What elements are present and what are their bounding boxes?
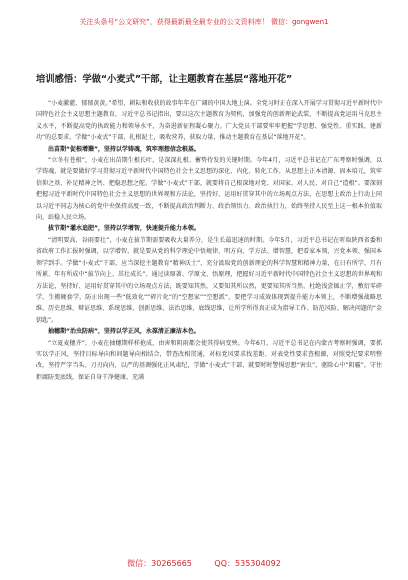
section-heading: 抽穗期“治虫防病”，坚持以学正风，永葆清正廉洁本色。 bbox=[48, 328, 200, 336]
qq-contact: QQ：535304092 bbox=[214, 559, 281, 568]
article-title: 培训感悟：学做“小麦式”干部，让主题教育在基层“落地开花” bbox=[36, 74, 293, 85]
body-paragraph: “小麦激灌，郁郁黄黄。”希望、耕耘和收获的故事年年在广阔的中国大地上演。全党习时正在深入开展学习贯彻习近平新时代中国特色社会主义思想主题教育，习近平总书记指出，要以这次主题教育为契机，加强党的创新理论武装，不断提高党运用马克思主义水平，不断提高党的执政能力和领导水平，为奋进新征程凝心聚力。广大党员干部要牢牢把握“学思想、强党性、重实践、建新功”的总要求，学做“小麦式”干部，扎根泥土，吸收营养，获取力量，推动主题教育在基层“落地开花”。 bbox=[36, 100, 382, 142]
contact-footer bbox=[0, 559, 408, 569]
wechat-contact: 微信：30265665 bbox=[127, 559, 192, 568]
body-paragraph: “立夏麦穗齐”，小麦在抽穗期样样抢成，由害和阴雨都会使其得病变殃。今年6月，习近平总书记在内蒙古考察时强调，要抓实以学正风，坚持目标导向和问题导向相结合，带查改相贯通，对标党风要求找差距、对表党性要求查根源，对照党纪要求明整改，坚持严字当头、刀刃向内，以严的基调强化正风肃纪，学做“小麦式”干部，就要时时警惕思想“害虫”，驱除心中“阴霾”，守住拒腐防变底线，保证自身干净健康、充满 bbox=[36, 339, 382, 381]
body-paragraph: “立冬有苍根”，小麦在出苗期生根长叶，是深深扎根、蓄势待发的关键时期。今年4月，习近平总书记在广东考察时强调，以学铸魂，就是要做好学习贯彻习近平新时代中国特色社会主义思想的深化、内化、转化工作，从思想上正本清源、固本培元，筑牢信仰之基、补足精神之钙、把稳思想之舵。学做“小麦式”干部，就要将自己根深地对党、对国家、对人民、对自己“造根”。要深刻把握习近平新时代中国特色社会主义思想的世界观和方法论，坚持好、运用好贯穿其中的立场观点方法，在思想上政治上行动上同以习近平同志为核心的党中央保持高度一致，不断提高政治判断力、政治领悟力、政治执行力，始终坚持人民至上这一根本价值取向，站稳人民立场。 bbox=[36, 157, 382, 222]
top-banner: 关注头条号“公文研究”，获得最新最全最专业的公文资料库！ 微信：gongwen1 bbox=[79, 18, 329, 26]
article-body bbox=[36, 98, 382, 383]
section-heading: 拔节期“灌水追肥”，坚持以学增智，快速提升能力本领。 bbox=[48, 225, 200, 233]
section-heading: 出苗期“促根增蘖”，坚持以学铸魂，筑牢理想信念根基。 bbox=[48, 145, 200, 153]
body-paragraph: “清明要高，谷雨要壮”，小麦在拔节期需要吸收大量养分，是生长最迅速的时期。今年5月，习近平总书记在听取陕西省委和省政府工作汇报时强调，以学增智，就是要从党的科学理论中悟规律，明方向、学方法、增智慧，把看家本领、兴党本领、强国本领学到手。学做“小麦式”干部，应当深挖主题教育“精神沃土”，充分汲取党的创新理论的科学智慧和精神力量，在日有所学、月有所累、年有所成中“拔节向上、茁壮成长”。通过读原著、学原文、悟原理，把握好习近平新时代中国特色社会主义思想的世界观和方法论，坚持好、运用好贯穿其中的立场观点方法，既要知其然，又要知其所以然，更要知其所当然，杜绝浅尝辄止学，敷衍零碎学，生搬硬套学，防止出现一些“低效化”“碎片化”的“空想家”“空想派”，要把学习成效体现到提升能力本领上，不断增强战略思维、历史思维、辩证思维、系统思维、创新思维、法治思维、底线思维，让所学所得真正成为指导工作、防范风险、解决问题的“金钥匙”。 bbox=[36, 236, 382, 324]
